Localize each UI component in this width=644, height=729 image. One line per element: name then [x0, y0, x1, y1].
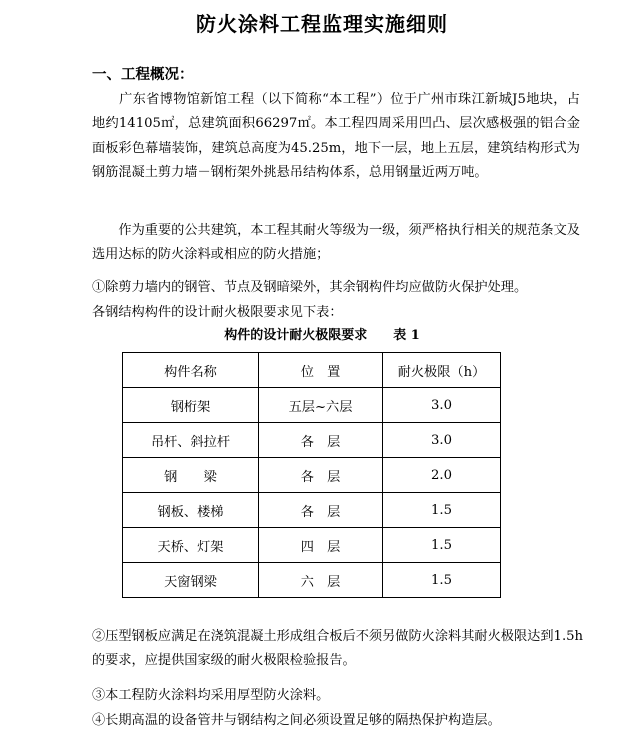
cell-fire-limit: 3.0 [383, 388, 501, 423]
cell-location: 各 层 [259, 493, 383, 528]
table-row [123, 528, 501, 563]
cell-fire-limit: 3.0 [383, 423, 501, 458]
item-2: ②压型钢板应满足在浇筑混凝土形成组合板后不须另做防火涂料其耐火极限达到1.5h的要求，应提供国家级的耐火极限检验报告。 [92, 629, 584, 669]
table-row [123, 423, 501, 458]
table-header-row [123, 353, 501, 388]
item-1-table-intro: 各钢结构构件的设计耐火极限要求见下表： [92, 305, 343, 320]
cell-component: 天窗钢梁 [123, 563, 259, 598]
requirement-paragraph: 作为重要的公共建筑，本工程其耐火等级为一级，须严格执行相关的规范条文及选用达标的防火涂料或相应的防火措施； [92, 223, 580, 263]
cell-location: 六 层 [259, 563, 383, 598]
cell-component: 钢板、楼梯 [123, 493, 259, 528]
table-row [123, 493, 501, 528]
cell-component: 钢 梁 [123, 458, 259, 493]
cell-fire-limit: 1.5 [383, 563, 501, 598]
table-row [123, 388, 501, 423]
table-caption: 构件的设计耐火极限要求 表 1 [224, 328, 420, 343]
fire-resistance-table [122, 352, 501, 598]
table-row [123, 563, 501, 598]
table-row [123, 458, 501, 493]
header-component: 构件名称 [123, 353, 259, 388]
cell-fire-limit: 1.5 [383, 493, 501, 528]
section-heading: 一、工程概况： [92, 66, 194, 83]
cell-component: 钢桁架 [123, 388, 259, 423]
cell-location: 四 层 [259, 528, 383, 563]
cell-location: 各 层 [259, 423, 383, 458]
document-title: 防火涂料工程监理实施细则 [196, 12, 448, 36]
item-3: ③本工程防火涂料均采用厚型防火涂料。 [92, 688, 330, 703]
cell-component: 天桥、灯架 [123, 528, 259, 563]
cell-fire-limit: 1.5 [383, 528, 501, 563]
cell-fire-limit: 2.0 [383, 458, 501, 493]
cell-location: 各 层 [259, 458, 383, 493]
cell-location: 五层~六层 [259, 388, 383, 423]
cell-component: 吊杆、斜拉杆 [123, 423, 259, 458]
item-1: ①除剪力墙内的钢管、节点及钢暗梁外，其余钢构件均应做防火保护处理。 [92, 280, 528, 295]
overview-paragraph: 广东省博物馆新馆工程（以下简称“本工程”）位于广州市珠江新城J5地块，占地约14105㎡，总建筑面积66297㎡。本工程四周采用凹凸、层次感极强的铝合金面板彩色幕墙装饰，建筑总高度为45.25m，地下一层，地上五层，建筑结构形式为钢筋混凝土剪力墙－钢桁架外挑悬吊结构体系，总用钢量近两万吨。 [92, 92, 580, 180]
header-location: 位 置 [259, 353, 383, 388]
header-fire-limit: 耐火极限（h） [383, 353, 501, 388]
item-4: ④长期高温的设备管井与钢结构之间必须设置足够的隔热保护构造层。 [92, 713, 501, 728]
